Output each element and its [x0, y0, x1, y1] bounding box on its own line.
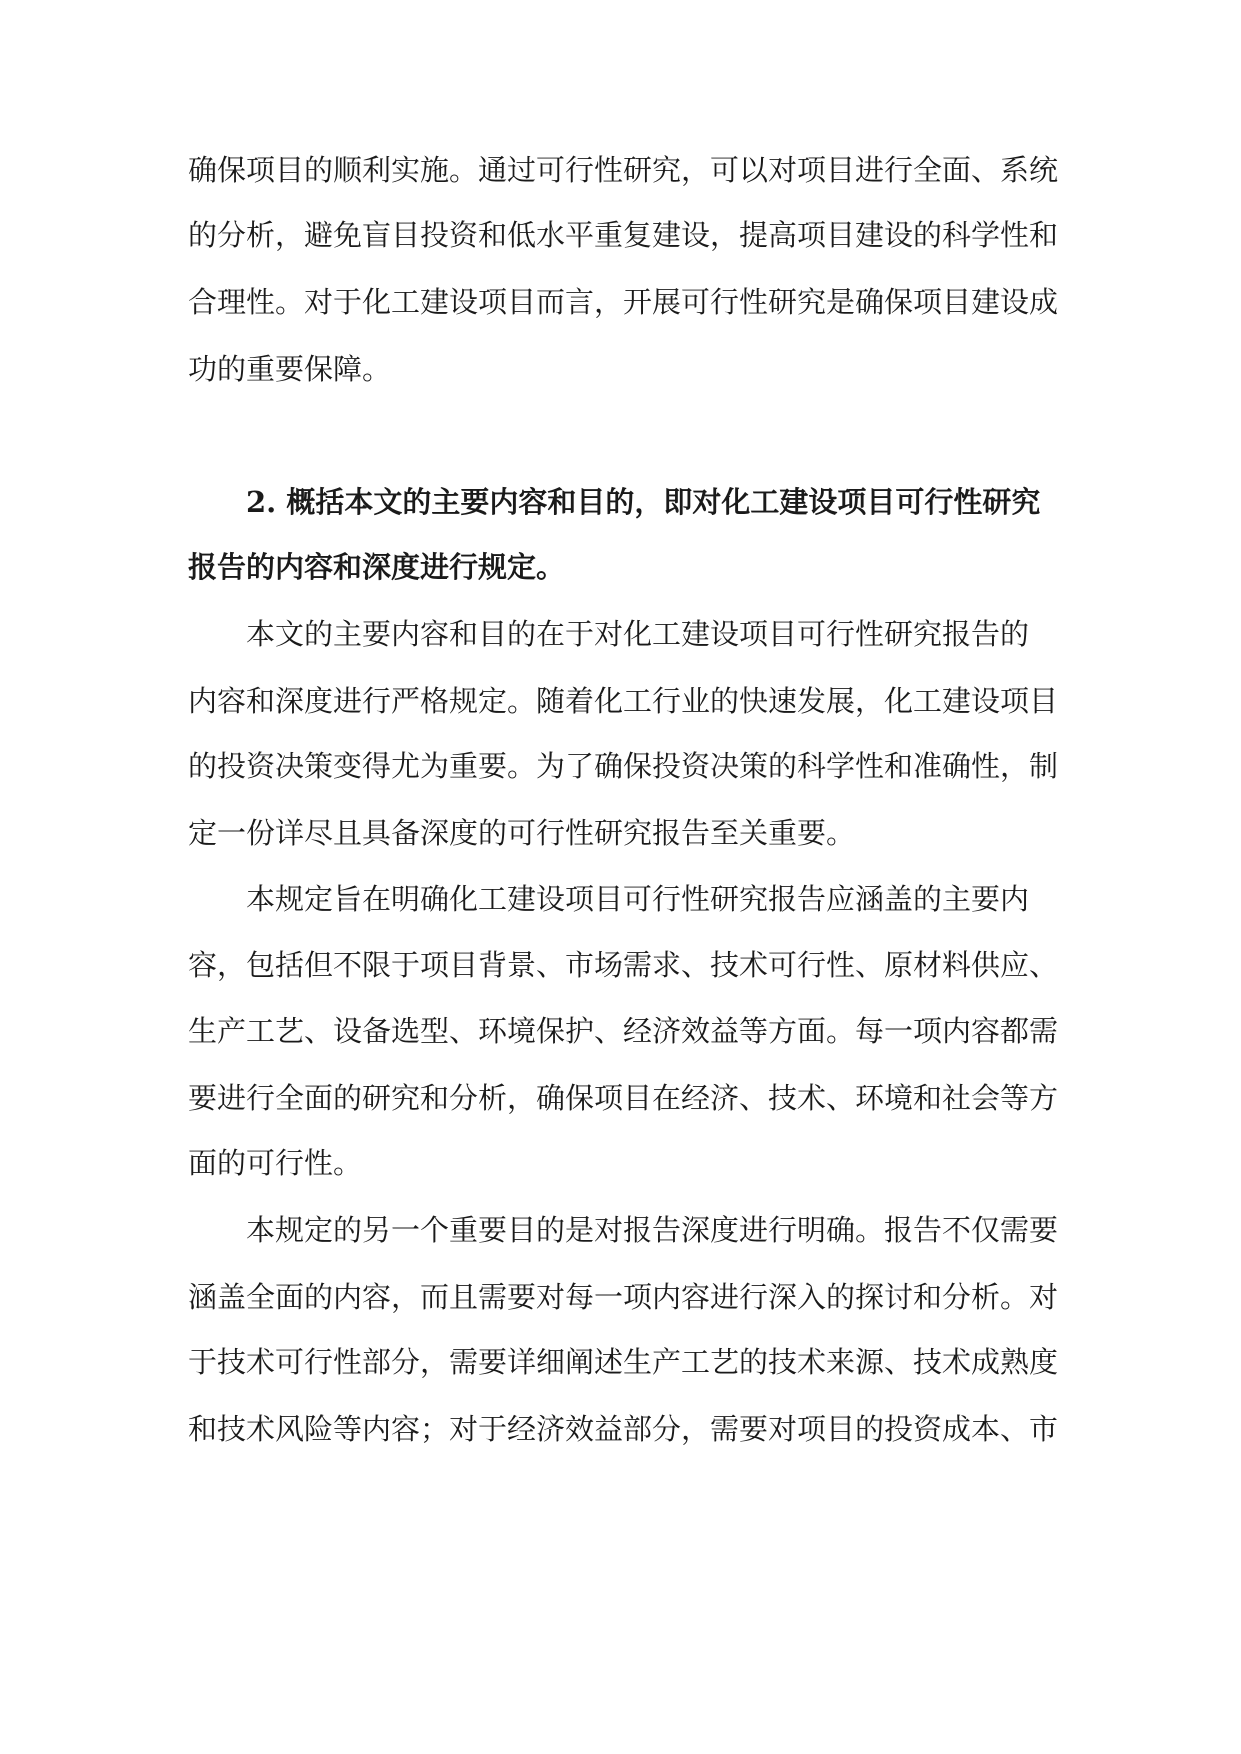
paragraph-1-line-1: 确保项目的顺利实施。通过可行性研究，可以对项目进行全面、系统 [188, 153, 1059, 187]
paragraph-3-line-1: 本规定旨在明确化工建设项目可行性研究报告应涵盖的主要内 [246, 882, 1030, 916]
paragraph-2-line-2: 内容和深度进行严格规定。随着化工行业的快速发展，化工建设项目 [188, 684, 1059, 718]
paragraph-1-line-4: 功的重要保障。 [188, 352, 392, 386]
paragraph-1-line-3: 合理性。对于化工建设项目而言，开展可行性研究是确保项目建设成 [188, 285, 1059, 319]
paragraph-2-line-4: 定一份详尽且具备深度的可行性研究报告至关重要。 [188, 816, 856, 850]
paragraph-2-line-1: 本文的主要内容和目的在于对化工建设项目可行性研究报告的 [246, 617, 1030, 651]
section-heading-line-2: 报告的内容和深度进行规定。 [188, 550, 566, 584]
paragraph-1-line-2: 的分析，避免盲目投资和低水平重复建设，提高项目建设的科学性和 [188, 218, 1059, 252]
section-heading-line-1: 2. 概括本文的主要内容和目的，即对化工建设项目可行性研究 [246, 485, 1041, 519]
paragraph-4-line-4: 和技术风险等内容；对于经济效益部分，需要对项目的投资成本、市 [188, 1412, 1059, 1446]
paragraph-3-line-5: 面的可行性。 [188, 1146, 363, 1180]
paragraph-3-line-3: 生产工艺、设备选型、环境保护、经济效益等方面。每一项内容都需 [188, 1014, 1059, 1048]
paragraph-4-line-2: 涵盖全面的内容，而且需要对每一项内容进行深入的探讨和分析。对 [188, 1280, 1059, 1314]
paragraph-3-line-2: 容，包括但不限于项目背景、市场需求、技术可行性、原材料供应、 [188, 948, 1059, 982]
paragraph-4-line-1: 本规定的另一个重要目的是对报告深度进行明确。报告不仅需要 [246, 1213, 1059, 1247]
paragraph-4-line-3: 于技术可行性部分，需要详细阐述生产工艺的技术来源、技术成熟度 [188, 1345, 1059, 1379]
paragraph-3-line-4: 要进行全面的研究和分析，确保项目在经济、技术、环境和社会等方 [188, 1081, 1059, 1115]
paragraph-2-line-3: 的投资决策变得尤为重要。为了确保投资决策的科学性和准确性，制 [188, 749, 1059, 783]
